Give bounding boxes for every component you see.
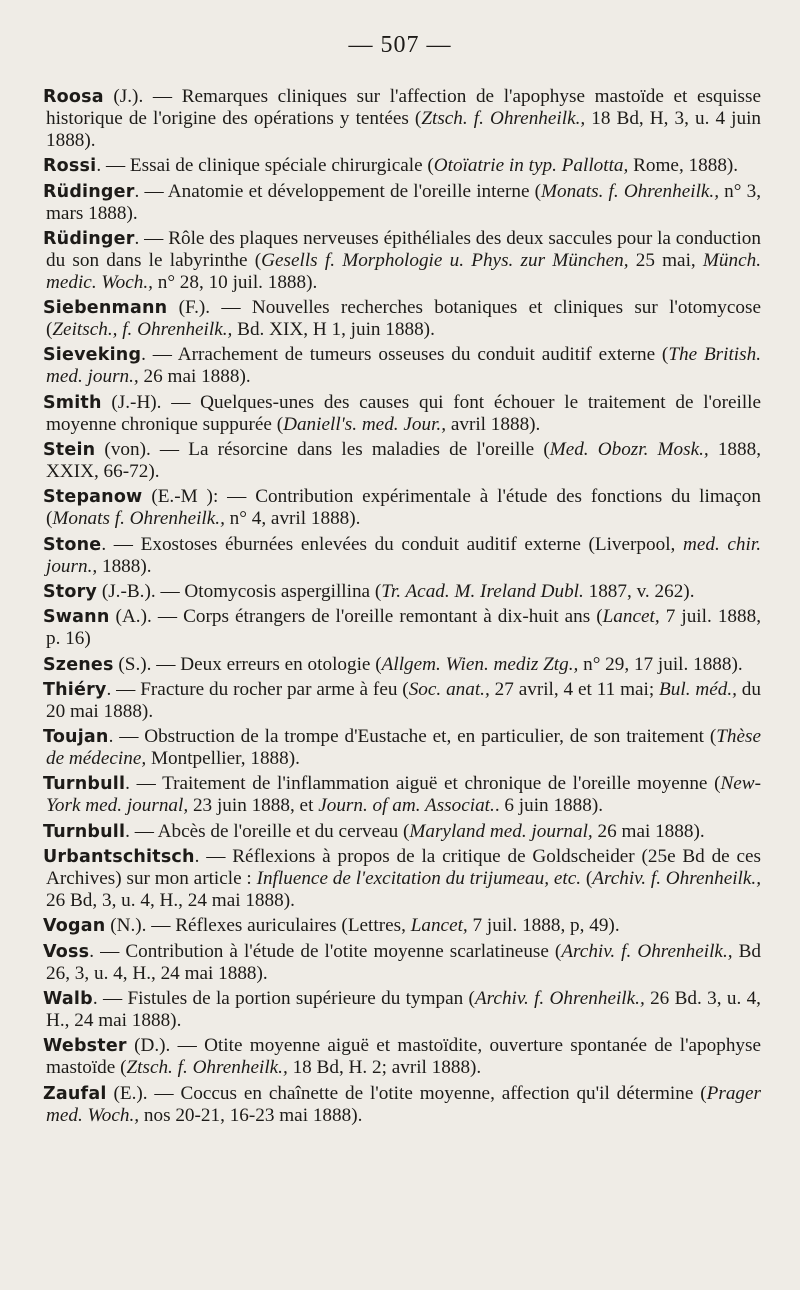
journal-title: Thèse de médecine, [46,726,761,770]
journal-title: Journ. of am. Associat. [318,795,495,817]
author-name: Rüdinger [43,228,135,249]
entry-text: 7 juil. 1888, p. 16) [46,606,761,650]
entry-text: . — Anatomie et développement de l'oreille interne ( [134,180,542,202]
journal-title: Ztsch. f. Ohrenheilk., [421,108,586,129]
journal-title: Maryland med. journal, [409,820,593,842]
entry-text: . — Contribution à l'étude de l'otite moyenne scarlatineuse ( [89,940,562,962]
journal-title: The British. med. journ., [46,344,761,388]
entry-text: 25 mai, [628,249,703,271]
bibliography-entry [43,86,761,152]
journal-title: Prager med. Woch., [46,1082,761,1126]
bibliography-entry [43,155,761,177]
journal-title: New-York med. journal, [46,773,761,817]
journal-title: Monats f. Ohrenheilk., [52,508,225,530]
page-number: — 507 — [348,32,452,58]
bibliography-entry [43,344,761,388]
entry-text: ( [581,868,593,890]
entry-text: . — Abcès de l'oreille et du cerveau ( [125,820,410,842]
author-name: Stein [43,440,96,461]
entry-text: . — Fracture du rocher par arme à feu ( [106,678,409,700]
author-name: Toujan [43,727,109,748]
bibliography-entry [43,297,761,341]
entry-text: . — Fistules de la portion supérieure du tympan ( [92,987,475,1009]
author-name: Swann [43,607,110,628]
author-name: Rossi [43,156,97,177]
journal-title: med. chir. journ., [46,533,761,577]
bibliography-entry [43,915,761,937]
entry-text: (J.-B.). — Otomycosis aspergillina ( [97,580,382,602]
entry-text: nos 20-21, 16-23 mai 1888). [139,1104,363,1126]
author-name: Smith [43,392,102,413]
bibliography-entry [43,846,761,912]
bibliography-entry [43,392,761,436]
bibliography-entry [43,821,761,843]
entry-text: n° 28, 10 juil. 1888). [152,271,318,293]
entry-text: . — Rôle des plaques nerveuses épithéliales des deux saccules pour la conduction du son dans le labyrinthe ( [46,227,761,271]
bibliography-entry [43,606,761,650]
journal-title: Archiv. f. Ohrenheilk., [592,868,762,890]
entry-text: 26 mai 1888). [592,820,705,842]
journal-title: Monats. f. Ohrenheilk., [541,180,720,202]
author-name: Walb [43,988,93,1009]
entry-text: n° 3, mars 1888). [46,180,761,224]
entry-text: n° 4, avril 1888). [224,508,361,530]
journal-title: Influence de l'excitation du trijumeau, etc. [256,868,582,890]
author-name: Sieveking [43,345,142,366]
journal-title: Archiv. f. Ohrenheilk., [474,987,645,1009]
bibliography-entry [43,941,761,985]
entry-text: du 20 mai 1888). [46,678,761,722]
entry-text: . — Réflexions à propos de la critique de Goldscheider (25e Bd de ces Archives) sur mon article : [46,846,761,890]
author-name: Story [43,581,98,602]
entry-text: 7 juil. 1888, p, 49). [467,915,620,937]
entry-text: avril 1888). [446,413,541,435]
author-name: Vogan [43,916,106,937]
author-name: Roosa [43,87,104,107]
author-name: Voss [43,941,90,962]
entry-text: . — Traitement de l'inflammation aiguë et chronique de l'oreille moyenne ( [125,773,721,795]
entry-text: 18 Bd, H, 3, u. 4 juin 1888). [46,108,762,151]
author-name: Thiéry [43,679,107,700]
entry-text: . 6 juin 1888). [494,795,604,817]
entry-text: Bd 26, 3, u. 4, H., 24 mai 1888). [46,940,761,984]
journal-title: Soc. anat., [408,678,490,700]
journal-title: Ztsch. f. Ohrenheilk., [126,1057,288,1079]
entry-text: (von). — La résorcine dans les maladies de l'oreille ( [95,439,550,461]
journal-title: Gesells f. Morphologie u. Phys. zur München, [261,249,629,271]
entry-text: Rome, 1888). [628,155,739,177]
journal-title: Lancet, [410,915,468,937]
entry-text: . — Arrachement de tumeurs osseuses du conduit auditif externe ( [141,344,669,366]
bibliography-entry [43,534,761,578]
entry-text: . — Obstruction de la trompe d'Eustache et, en particulier, de son traitement ( [108,726,717,748]
entry-text: 18 Bd, H. 2; avril 1888). [287,1057,482,1079]
entry-text: (S.). — Deux erreurs en otologie ( [113,653,382,675]
journal-title: Med. Obozr. Mosk., [549,439,709,461]
bibliography-entry [43,1083,761,1127]
journal-title: Lancet, [602,606,660,628]
journal-title: Otoïatrie in typ. Pallotta, [433,155,629,177]
journal-title: Daniell's. med. Jour., [283,413,447,435]
bibliography-list [43,86,761,1130]
journal-title: Tr. Acad. M. Ireland Dubl. [381,580,584,602]
bibliography-entry [43,228,761,294]
author-name: Zaufal [43,1083,107,1104]
entry-text: . — Exostoses éburnées enlevées du conduit auditif externe (Liverpool, [101,533,683,555]
bibliography-entry [43,181,761,225]
entry-text: 1887, v. 262). [583,580,695,602]
entry-text: (N.). — Réflexes auriculaires (Lettres, [105,915,411,937]
journal-title: Bul. méd., [659,678,737,700]
bibliography-entry [43,581,761,603]
entry-text: (D.). — Otite moyenne aiguë et mastoïdite, ouverture spontanée de l'apophyse mastoïde ( [46,1035,761,1079]
bibliography-entry [43,988,761,1032]
entry-text: (F.). — Nouvelles recherches botaniques et cliniques sur l'otomycose ( [46,297,761,341]
entry-text: 27 avril, 4 et 11 mai; [489,678,660,700]
entry-text: 26 Bd. 3, u. 4, H., 24 mai 1888). [46,987,761,1031]
entry-text: . — Essai de clinique spéciale chirurgicale ( [96,155,434,177]
author-name: Turnbull [43,774,126,795]
bibliography-entry [43,1035,761,1079]
entry-text: Montpellier, 1888). [146,748,300,770]
bibliography-entry [43,773,761,817]
entry-text: 23 juin 1888, et [188,795,319,817]
author-name: Szenes [43,654,114,675]
author-name: Stone [43,534,102,555]
bibliography-entry [43,654,761,676]
journal-title: Zeitsch., f. Ohrenheilk., [52,319,233,341]
bibliography-entry [43,679,761,723]
entry-text: (J.). — Remarques cliniques sur l'affection de l'apophyse mastoïde et esquisse historique de l'origine des opérations y tentées ( [46,86,761,129]
entry-text: (E.). — Coccus en chaînette de l'otite moyenne, affection qu'il détermine ( [106,1082,707,1104]
bibliography-entry [43,439,761,483]
author-name: Turnbull [43,821,126,842]
entry-text: n° 29, 17 juil. 1888). [578,653,743,675]
author-name: Urbantschitsch [43,847,195,868]
entry-text: 26 mai 1888). [138,366,251,388]
journal-title: Archiv. f. Ohrenheilk., [561,940,733,962]
journal-title: Allgem. Wien. mediz Ztg., [381,653,579,675]
author-name: Siebenmann [43,298,168,319]
entry-text: 1888). [97,555,152,577]
entry-text: 26 Bd, 3, u. 4, H., 24 mai 1888). [46,890,295,912]
entry-text: (J.-H). — Quelques-unes des causes qui font échouer le traitement de l'oreille moyenne chronique suppurée ( [46,391,761,435]
journal-title: Münch. medic. Woch., [46,249,761,293]
bibliography-entry [43,486,761,530]
author-name: Rüdinger [43,181,135,202]
entry-text: (A.). — Corps étrangers de l'oreille remontant à dix-huit ans ( [109,606,603,628]
entry-text: (E.-M ): — Contribution expérimentale à l'étude des fonctions du limaçon ( [46,486,761,530]
author-name: Stepanow [43,487,143,508]
author-name: Webster [43,1036,127,1057]
entry-text: 1888, XXIX, 66-72). [46,439,761,483]
bibliography-entry [43,726,761,770]
entry-text: Bd. XIX, H 1, juin 1888). [232,319,435,341]
